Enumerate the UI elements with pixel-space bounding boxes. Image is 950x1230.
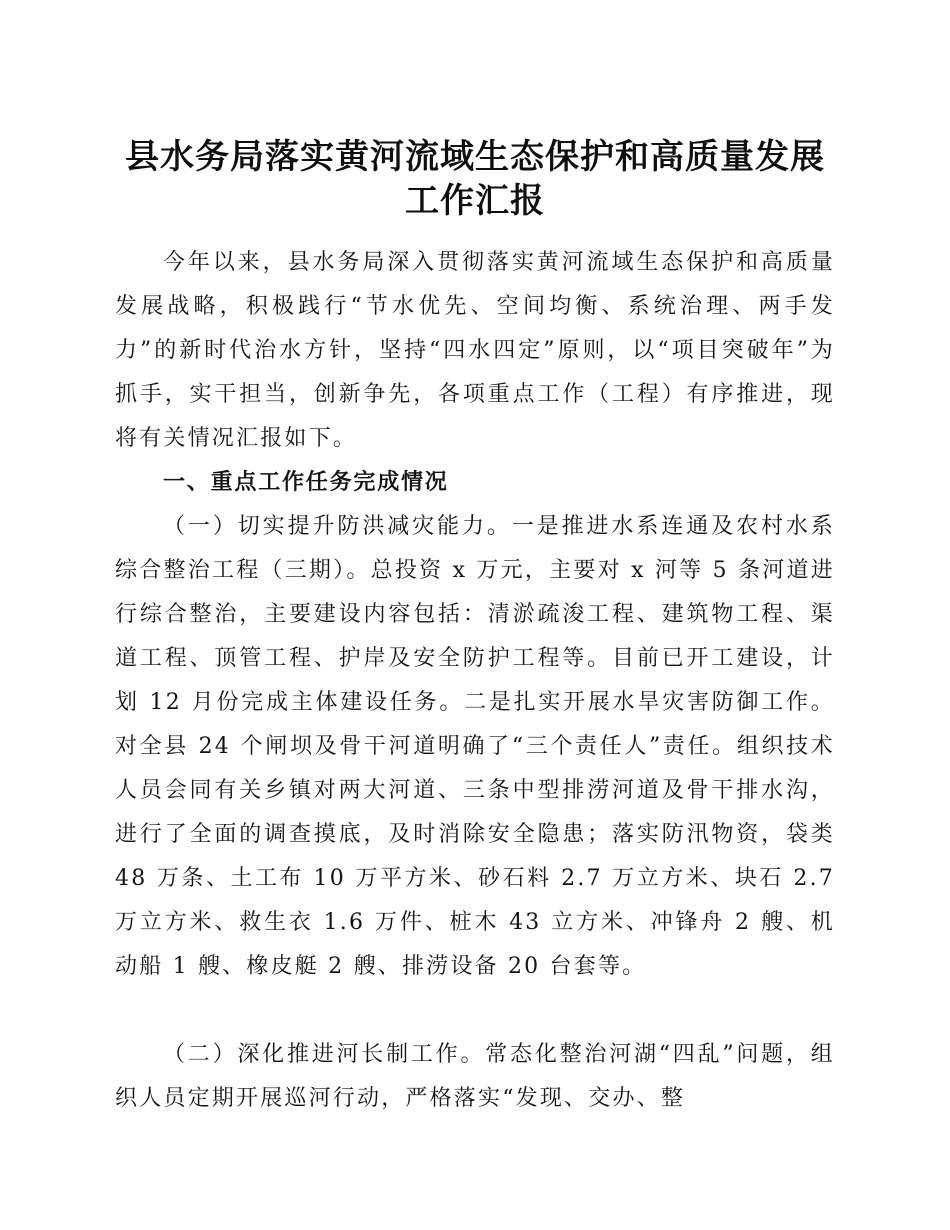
section-heading-1: 一、重点工作任务完成情况	[163, 470, 449, 495]
document-title-line2: 工作汇报	[405, 181, 545, 221]
intro-paragraph: 今年以来，县水务局深入贯彻落实黄河流域生态保护和高质量发展战略，积极践行“节水优先、空间均衡、系统治理、两手发力”的新时代治水方针，坚持“四水四定”原则，以“项目突破年”为抓手，实干担当，创新争先，各项重点工作（工程）有序推进，现将有关情况汇报如下。	[115, 250, 835, 451]
subsection-paragraph-2: （二）深化推进河长制工作。常态化整治河湖“四乱”问题，组织人员定期开展巡河行动，严格落实“发现、交办、整	[115, 1042, 835, 1111]
document-title-line1: 县水务局落实黄河流域生态保护和高质量发展	[125, 137, 825, 177]
subsection-paragraph-1: （一）切实提升防洪减灾能力。一是推进水系连通及农村水系综合整治工程（三期）。总投资 x 万元，主要对 x 河等 5 条河道进行综合整治，主要建设内容包括：清淤疏浚工程、建筑物工程、渠道工程、顶管工程、护岸及安全防护工程等。目前已开工建设，计划 12 月份完成主体建设任务。二是扎实开展水旱灾害防御工作。对全县 24 个闸坝及骨干河道明确了“三个责任人”责任。组织技术人员会同有关乡镇对两大河道、三条中型排涝河道及骨干排水沟，进行了全面的调查摸底，及时消除安全隐患；落实防汛物资，袋类 48 万条、土工布 10 万平方米、砂石料 2.7 万立方米、块石 2.7 万立方米、救生衣 1.6 万件、桩木 43 立方米、冲锋舟 2 艘、机动船 1 艘、橡皮艇 2 艘、排涝设备 20 台套等。	[115, 514, 835, 979]
